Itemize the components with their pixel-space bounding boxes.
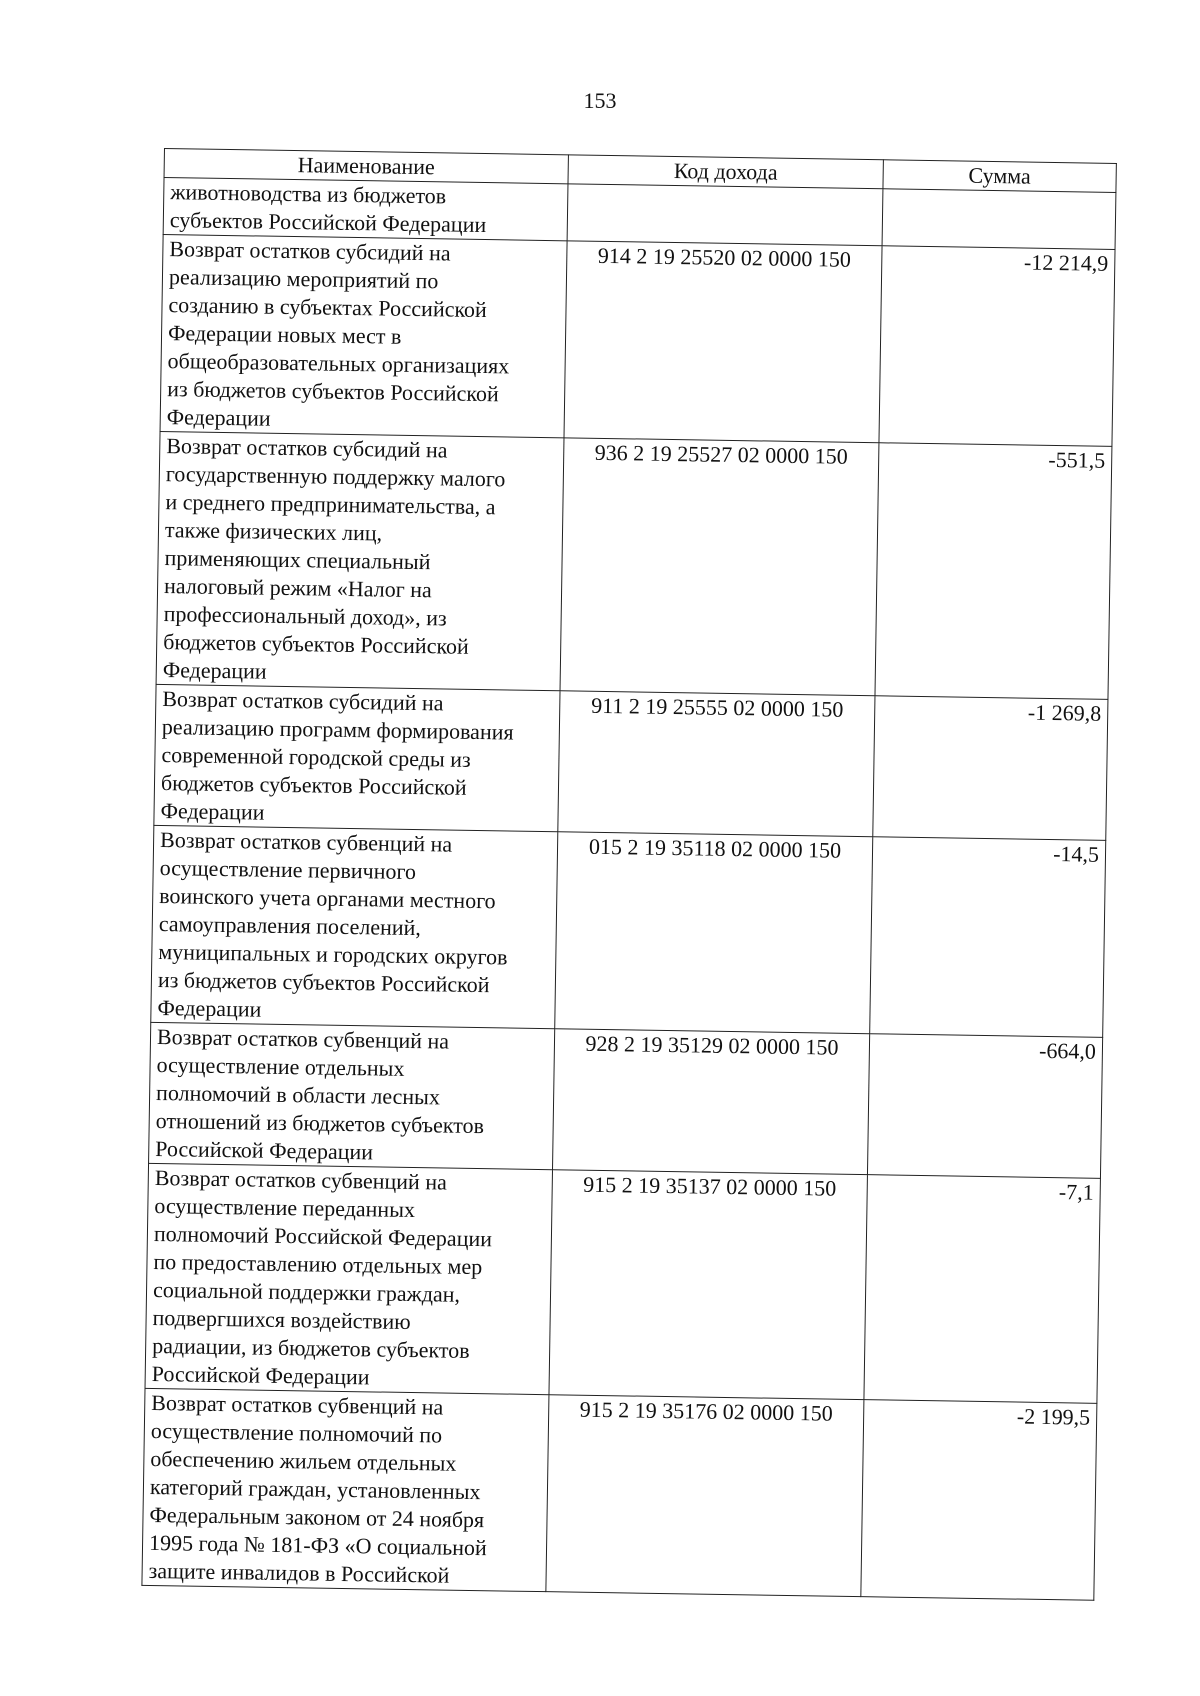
- row-sum: -1 269,8: [873, 696, 1108, 841]
- row-sum: -12 214,9: [879, 246, 1115, 447]
- header-sum: Сумма: [883, 160, 1116, 193]
- row-sum: -7,1: [864, 1175, 1101, 1404]
- row-sum: -14,5: [870, 837, 1106, 1038]
- row-name: Возврат остатков субсидий на реализацию программ формирования современной городской среды из бюджетов субъектов Российской Федерации: [154, 684, 560, 831]
- table-row: [154, 684, 1108, 840]
- row-code: 911 2 19 25555 02 0000 150: [558, 691, 875, 837]
- row-code: 928 2 19 35129 02 0000 150: [552, 1029, 869, 1175]
- row-name: животноводства из бюджетов субъектов Российской Федерации: [163, 178, 568, 241]
- row-code: [567, 184, 883, 246]
- row-sum: -551,5: [875, 443, 1112, 700]
- table-row: [151, 825, 1106, 1037]
- row-name: Возврат остатков субвенций на осуществление переданных полномочий Российской Федерации по предоставлению отдельных мер социальной поддержки граждан, подвергшихся воздействию радиации, из бюджетов субъектов Российской Федерации: [145, 1163, 552, 1394]
- row-name: Возврат остатков субсидий на государственную поддержку малого и среднего предпринимательства, а также физических лиц, применяющих специальный налоговый режим «Налог на профессиональный доход», из бюджетов субъектов Российской Федерации: [156, 431, 564, 690]
- row-sum: -2 199,5: [861, 1400, 1097, 1601]
- table-row: [149, 1022, 1103, 1178]
- header-code: Код дохода: [568, 155, 883, 189]
- row-code: 915 2 19 35176 02 0000 150: [546, 1395, 864, 1597]
- row-sum: -664,0: [867, 1034, 1102, 1179]
- row-code: 936 2 19 25527 02 0000 150: [560, 438, 879, 696]
- table-row: [160, 234, 1115, 446]
- row-code: 015 2 19 35118 02 0000 150: [555, 832, 873, 1034]
- row-sum: [882, 189, 1116, 250]
- table-row: [142, 1388, 1097, 1600]
- row-code: 914 2 19 25520 02 0000 150: [564, 241, 882, 443]
- header-name: Наименование: [164, 149, 568, 184]
- page-number: 153: [583, 88, 617, 113]
- table-row: [145, 1163, 1100, 1403]
- row-name: Возврат остатков субвенций на осуществление отдельных полномочий в области лесных отношений из бюджетов субъектов Российской Федерации: [149, 1022, 555, 1169]
- table-row: [156, 431, 1112, 699]
- row-code: 915 2 19 35137 02 0000 150: [549, 1170, 867, 1400]
- row-name: Возврат остатков субсидий на реализацию мероприятий по созданию в субъектах Российской Федерации новых мест в общеобразовательных организациях из бюджетов субъектов Российской Федерации: [160, 234, 567, 437]
- budget-table: [141, 148, 1116, 1601]
- row-name: Возврат остатков субвенций на осуществление полномочий по обеспечению жильем отдельных категорий граждан, установленных Федеральным законом от 24 ноября 1995 года № 181-ФЗ «О социальной защите инвалидов в Российской: [142, 1388, 549, 1591]
- row-name: Возврат остатков субвенций на осуществление первичного воинского учета органами местного самоуправления поселений, муниципальных и городских округов из бюджетов субъектов Российской Федерации: [151, 825, 558, 1028]
